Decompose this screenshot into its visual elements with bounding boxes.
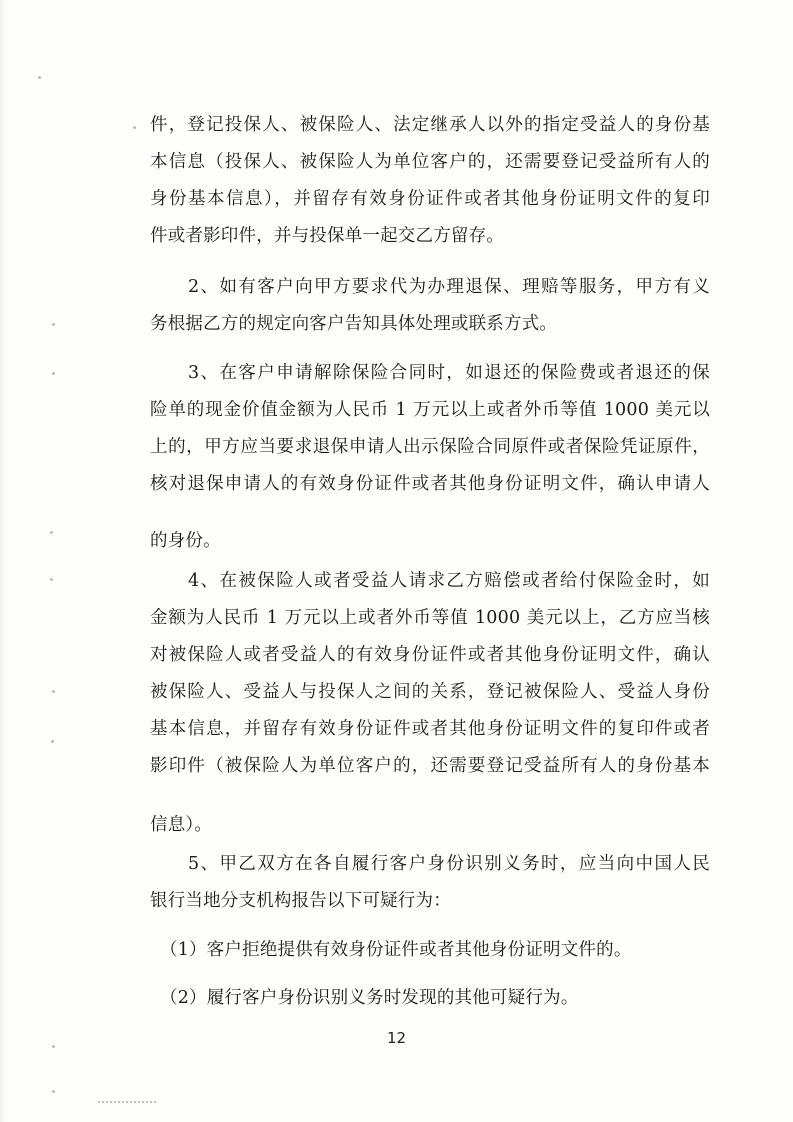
body-line: 核对退保申请人的有效身份证件或者其他身份证明文件，确认申请人 — [150, 474, 710, 494]
body-line: 险单的现金价值金额为人民币 1 万元以上或者外币等值 1000 美元以 — [150, 400, 710, 420]
scan-edge-shadow — [0, 0, 6, 1122]
scan-speck — [52, 323, 55, 326]
scan-speck — [38, 76, 41, 79]
scan-speck — [52, 1090, 55, 1093]
body-line: 件，登记投保人、被保险人、法定继承人以外的指定受益人的身份基 — [150, 115, 710, 135]
body-line: 对被保险人或者受益人的有效身份证件或者其他身份证明文件，确认 — [150, 645, 710, 665]
paragraph-4-first-line: 4、在被保险人或者受益人请求乙方赔偿或者给付保险金时，如 — [188, 571, 710, 591]
paragraph-3-first-line: 3、在客户申请解除保险合同时，如退还的保险费或者退还的保 — [188, 363, 710, 383]
body-line: 件或者影印件，并与投保单一起交乙方留存。 — [150, 226, 504, 246]
body-line: 金额为人民币 1 万元以上或者外币等值 1000 美元以上，乙方应当核 — [150, 608, 710, 628]
body-line: 基本信息，并留存有效身份证件或者其他身份证明文件的复印件或者 — [150, 719, 710, 739]
body-line: 银行当地分支机构报告以下可疑行为： — [150, 891, 451, 911]
scan-speck — [51, 740, 54, 743]
list-item: （2）履行客户身份识别义务时发现的其他可疑行为。 — [160, 988, 579, 1008]
body-line: 身份基本信息），并留存有效身份证件或者其他身份证明文件的复印 — [150, 189, 710, 209]
body-line: 本信息（投保人、被保险人为单位客户的，还需要登记受益所有人的 — [150, 152, 710, 172]
scan-artifact — [98, 1101, 156, 1103]
paragraph-2-first-line: 2、如有客户向甲方要求代为办理退保、理赔等服务，甲方有义 — [188, 277, 710, 297]
body-line: 被保险人、受益人与投保人之间的关系，登记被保险人、受益人身份 — [150, 682, 710, 702]
scan-speck — [50, 578, 53, 581]
paragraph-5-first-line: 5、甲乙双方在各自履行客户身份识别义务时，应当向中国人民 — [188, 854, 710, 874]
scan-speck — [133, 126, 136, 129]
scan-speck — [50, 531, 53, 534]
page-number: 12 — [386, 1029, 407, 1047]
body-line: 影印件（被保险人为单位客户的，还需要登记受益所有人的身份基本 — [150, 756, 710, 776]
scan-speck — [52, 690, 55, 693]
body-line: 务根据乙方的规定向客户告知具体处理或联系方式。 — [150, 314, 558, 334]
body-line: 的身份。 — [150, 531, 221, 551]
body-line: 上的，甲方应当要求退保申请人出示保险合同原件或者保险凭证原件， — [150, 437, 710, 457]
body-line: 信息）。 — [150, 815, 213, 835]
list-item: （1）客户拒绝提供有效身份证件或者其他身份证明文件的。 — [160, 940, 632, 960]
scan-speck — [52, 372, 55, 375]
